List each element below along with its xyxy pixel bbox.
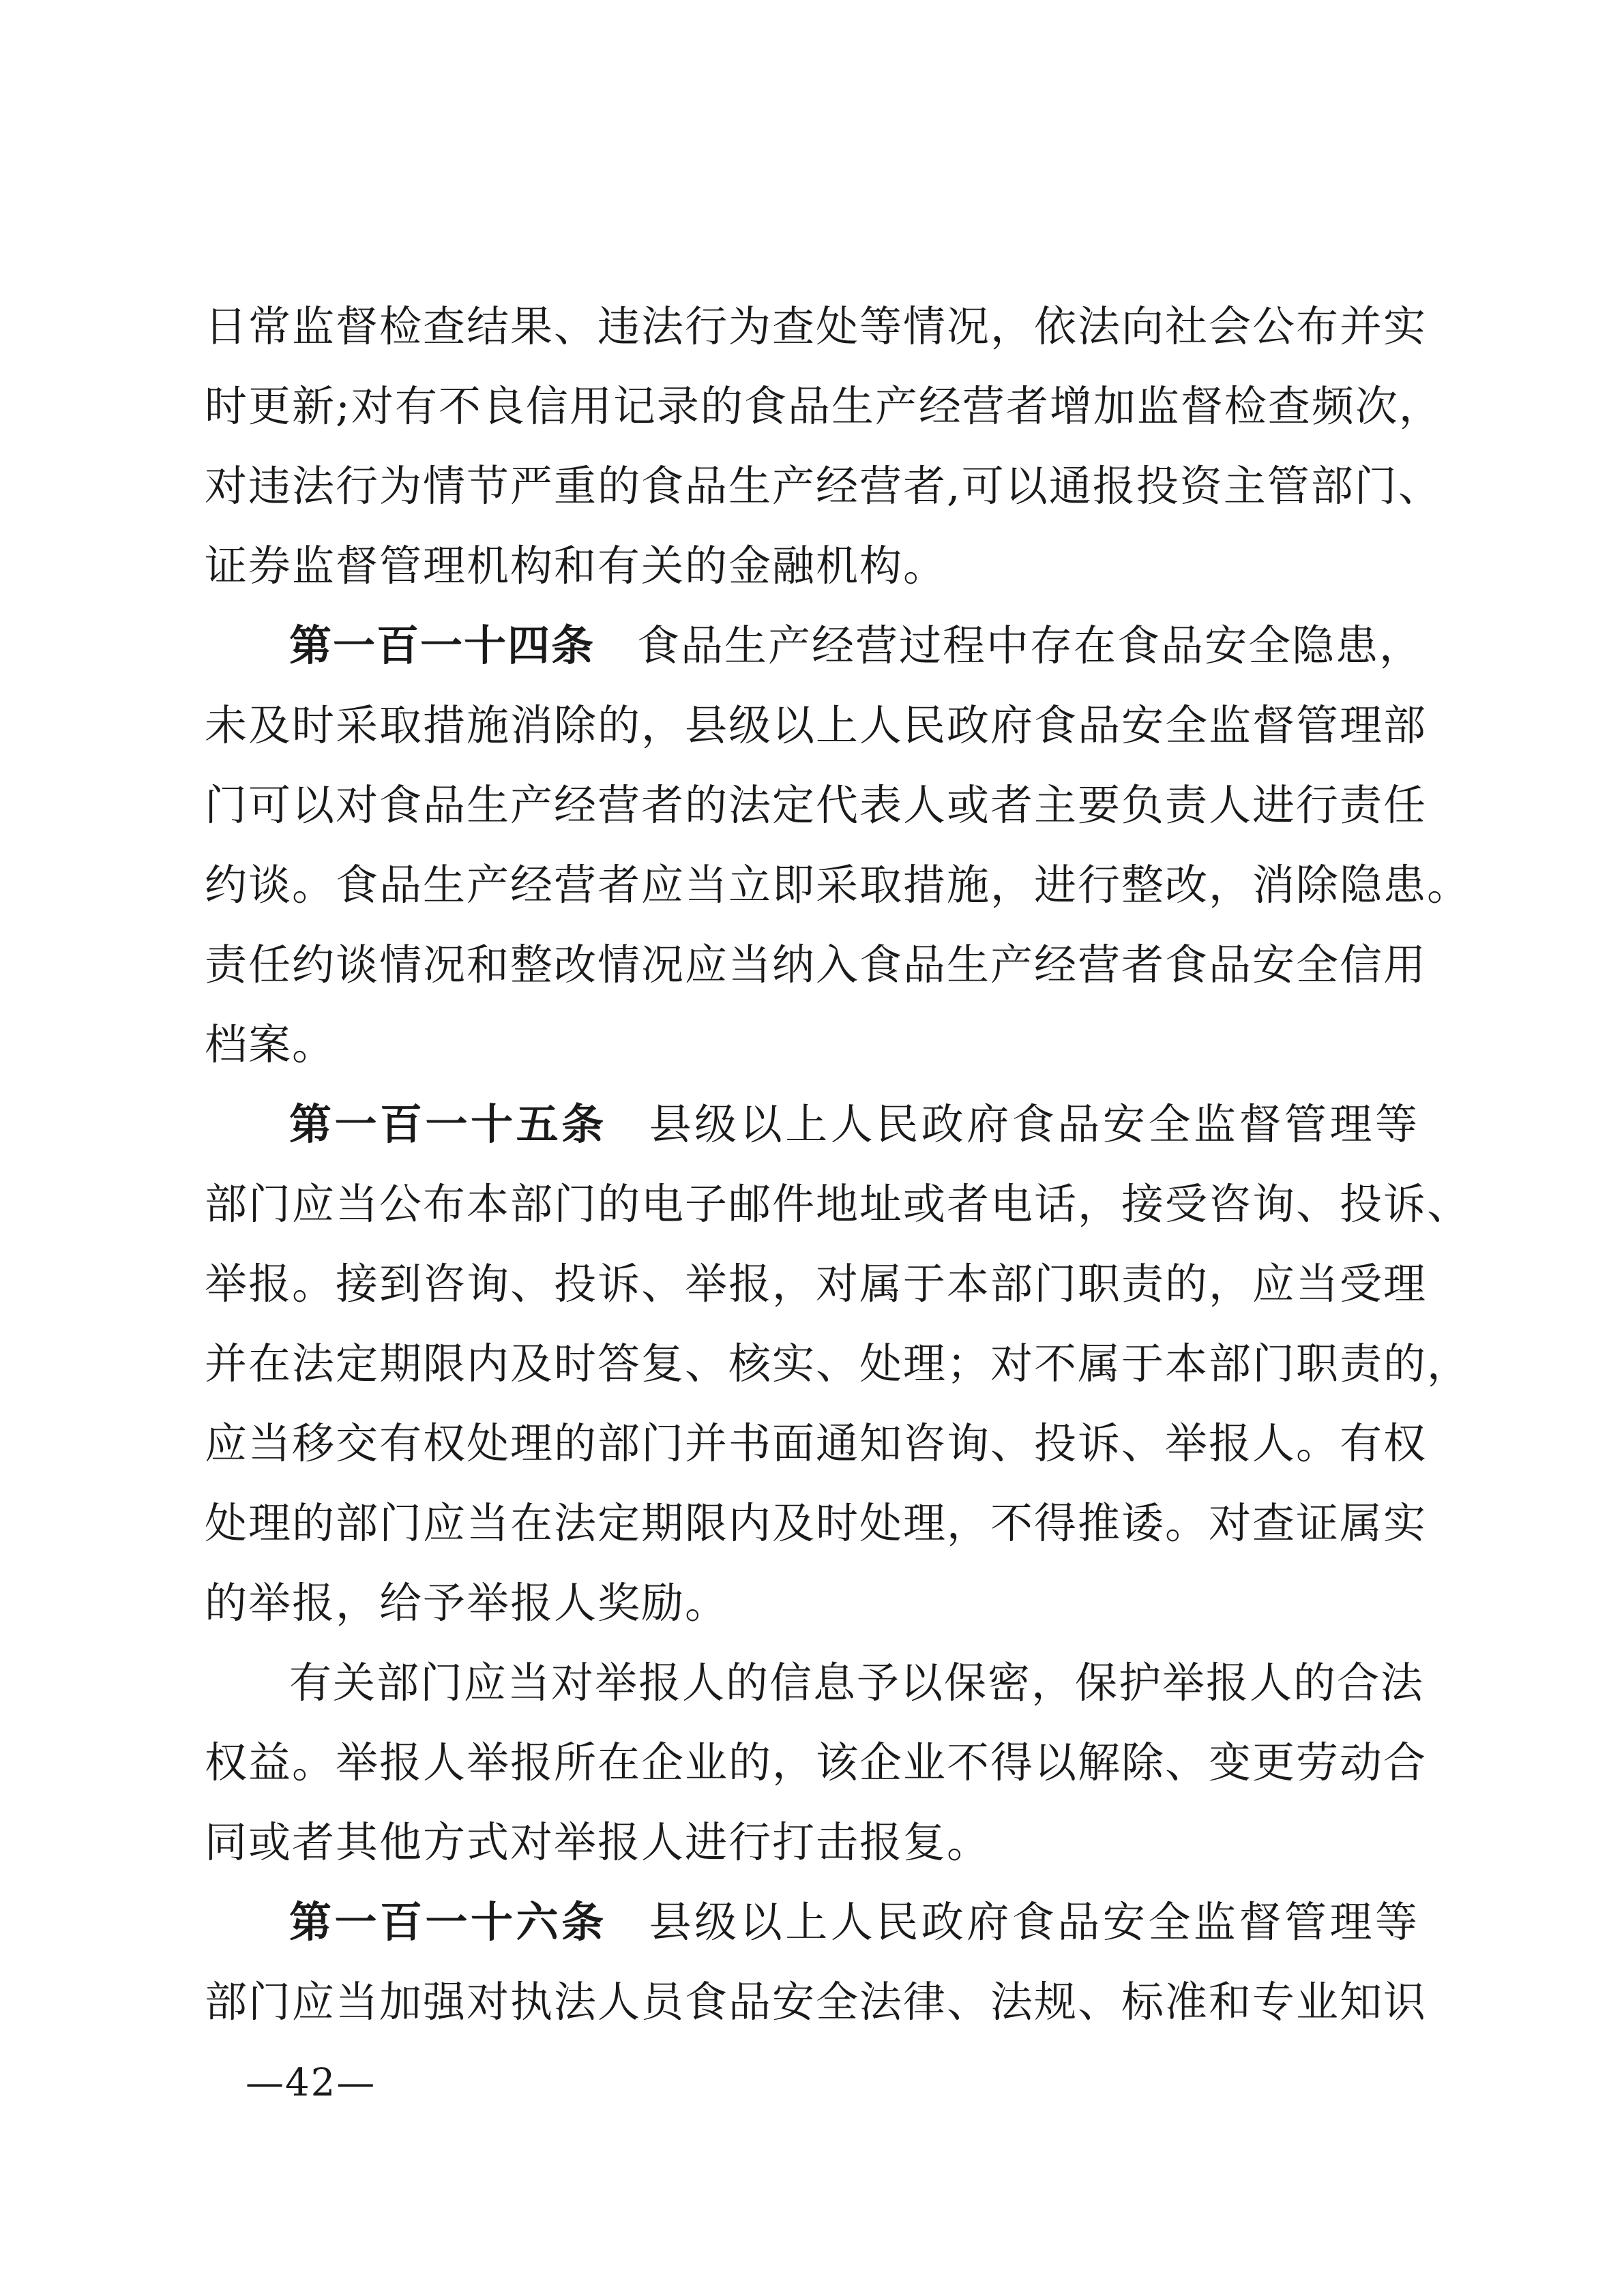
article-115-paragraph-2-line: 有关部门应当对举报人的信息予以保密，保护举报人的合法 xyxy=(289,1658,1425,1708)
article-115-paragraph-2-line: 同或者其他方式对举报人进行打击报复。 xyxy=(205,1817,991,1867)
article-114-line: 责任约谈情况和整改情况应当纳入食品生产经营者食品安全信用 xyxy=(205,940,1428,989)
article-text: 食品生产经营过程中存在食品安全隐患， xyxy=(637,621,1423,670)
article-114-line: 未及时采取措施消除的，县级以上人民政府食品安全监督管理部 xyxy=(205,700,1428,750)
paragraph-continuation-line: 对违法行为情节严重的食品生产经营者,可以通报投资主管部门、 xyxy=(205,461,1442,511)
article-115-line: 处理的部门应当在法定期限内及时处理，不得推诿。对查证属实 xyxy=(205,1498,1428,1548)
article-116-first-line xyxy=(205,1882,1419,1962)
article-114-first-line xyxy=(205,606,1423,685)
article-number: 第一百一十四条 xyxy=(289,621,595,670)
article-114-line: 门可以对食品生产经营者的法定代表人或者主要负责人进行责任 xyxy=(205,780,1428,830)
article-114-line: 约谈。食品生产经营者应当立即采取措施，进行整改，消除隐患。 xyxy=(205,860,1471,910)
article-115-line: 的举报，给予举报人奖励。 xyxy=(205,1578,729,1628)
article-text: 县级以上人民政府食品安全监督管理等 xyxy=(649,1897,1419,1947)
article-115-line: 举报。接到咨询、投诉、举报，对属于本部门职责的，应当受理 xyxy=(205,1259,1428,1309)
body-text xyxy=(205,286,1471,2042)
paragraph-continuation-line: 证券监督管理机构和有关的金融机构。 xyxy=(205,541,947,591)
page-number: —42— xyxy=(246,2061,377,2105)
article-115-first-line xyxy=(205,1084,1419,1164)
article-116-line: 部门应当加强对执法人员食品安全法律、法规、标准和专业知识 xyxy=(205,1977,1428,2027)
article-number: 第一百一十六条 xyxy=(289,1897,607,1947)
article-115-paragraph-2-line: 权益。举报人举报所在企业的，该企业不得以解除、变更劳动合 xyxy=(205,1738,1428,1787)
article-115-line: 并在法定期限内及时答复、核实、处理；对不属于本部门职责的， xyxy=(205,1339,1471,1388)
paragraph-continuation-line: 日常监督检查结果、违法行为查处等情况，依法向社会公布并实 xyxy=(205,301,1428,351)
article-text: 县级以上人民政府食品安全监督管理等 xyxy=(649,1099,1419,1149)
article-number: 第一百一十五条 xyxy=(289,1099,607,1149)
paragraph-continuation-line: 时更新;对有不良信用记录的食品生产经营者增加监督检查频次， xyxy=(205,381,1443,431)
article-114-line: 档案。 xyxy=(205,1019,336,1069)
article-115-line: 部门应当公布本部门的电子邮件地址或者电话，接受咨询、投诉、 xyxy=(205,1179,1471,1229)
article-115-line: 应当移交有权处理的部门并书面通知咨询、投诉、举报人。有权 xyxy=(205,1418,1428,1468)
